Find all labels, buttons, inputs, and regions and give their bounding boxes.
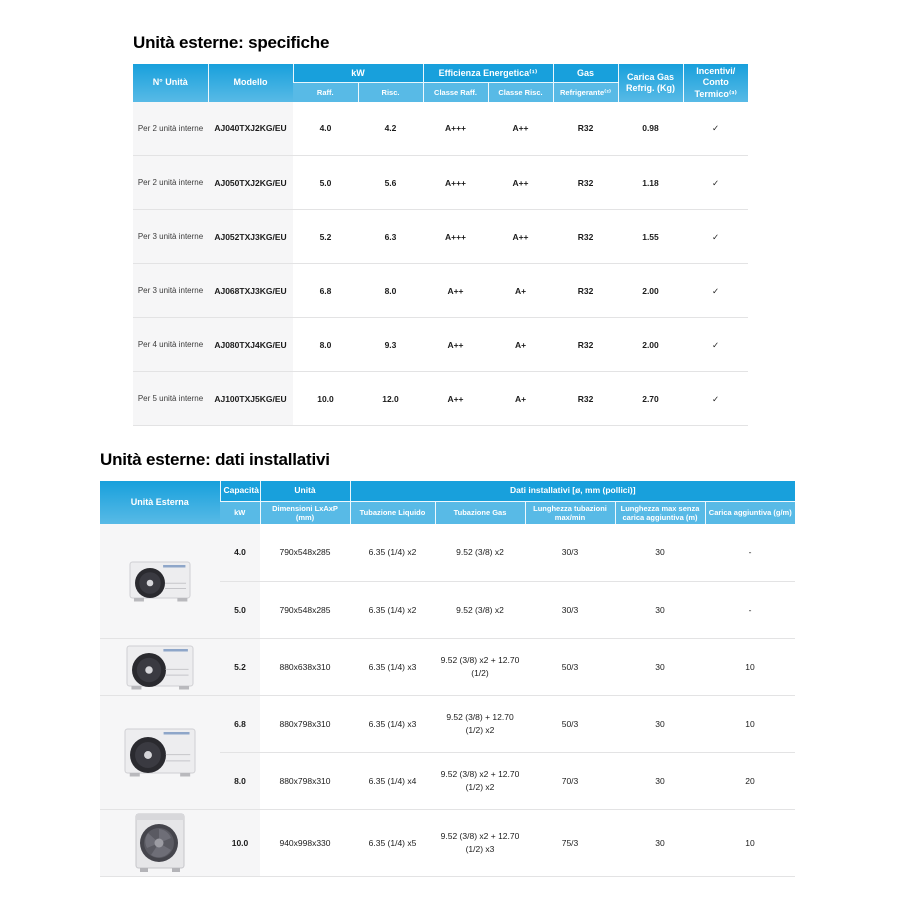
pipe-length-cell: 30/3 xyxy=(525,524,615,581)
extra-charge-cell: 10 xyxy=(705,809,795,876)
col-header-kw2: kW xyxy=(220,501,260,524)
section-dati-installativi xyxy=(100,450,795,877)
carica-gas-cell: 1.55 xyxy=(618,210,683,264)
incentivi-check-cell: ✓ xyxy=(683,372,748,426)
col-header-tubazione-gas: Tubazione Gas xyxy=(435,501,525,524)
col-header-efficienza: Efficienza Energetica⁽¹⁾ xyxy=(423,64,553,83)
outdoor-unit-image-cell xyxy=(100,638,220,695)
col-header-raff: Raff. xyxy=(293,83,358,102)
col-header-dimensioni: Dimensioni LxAxP (mm) xyxy=(260,501,350,524)
gas-cell: R32 xyxy=(553,102,618,156)
col-header-lunghezza-tubazioni: Lunghezza tubazioni max/min xyxy=(525,501,615,524)
col-header-carica-gas: Carica Gas Refrig. (Kg) xyxy=(618,64,683,102)
pipe-length-cell: 50/3 xyxy=(525,638,615,695)
col-header-refrigerante: Refrigerante⁽²⁾ xyxy=(553,83,618,102)
liquid-pipe-cell: 6.35 (1/4) x5 xyxy=(350,809,435,876)
table-row xyxy=(100,638,795,695)
classe-raff-cell: A+++ xyxy=(423,210,488,264)
incentivi-check-cell: ✓ xyxy=(683,318,748,372)
section-title-dati-installativi: Unità esterne: dati installativi xyxy=(100,450,330,469)
unit-count-cell: Per 3 unità interne xyxy=(133,210,208,264)
col-header-incentivi: Incentivi/ Conto Termico⁽³⁾ xyxy=(683,64,748,102)
classe-risc-cell: A+ xyxy=(488,372,553,426)
extra-charge-cell: 20 xyxy=(705,752,795,809)
kw-raff-cell: 6.8 xyxy=(293,264,358,318)
kw-raff-cell: 8.0 xyxy=(293,318,358,372)
pipe-length-cell: 50/3 xyxy=(525,695,615,752)
unit-count-cell: Per 3 unità interne xyxy=(133,264,208,318)
model-cell: AJ050TXJ2KG/EU xyxy=(208,156,293,210)
outdoor-unit-large-icon xyxy=(104,726,216,778)
classe-raff-cell: A+++ xyxy=(423,156,488,210)
kw-risc-cell: 9.3 xyxy=(358,318,423,372)
col-header-lunghezza-max: Lunghezza max senza carica aggiuntiva (m) xyxy=(615,501,705,524)
classe-risc-cell: A++ xyxy=(488,210,553,264)
gas-cell: R32 xyxy=(553,372,618,426)
classe-risc-cell: A++ xyxy=(488,102,553,156)
incentivi-check-cell: ✓ xyxy=(683,102,748,156)
kw-risc-cell: 12.0 xyxy=(358,372,423,426)
classe-risc-cell: A++ xyxy=(488,156,553,210)
kw-risc-cell: 8.0 xyxy=(358,264,423,318)
kw-raff-cell: 5.0 xyxy=(293,156,358,210)
install-table xyxy=(100,481,795,877)
incentivi-check-cell: ✓ xyxy=(683,264,748,318)
classe-raff-cell: A++ xyxy=(423,264,488,318)
gas-pipe-cell: 9.52 (3/8) x2 + 12.70 (1/2) x2 xyxy=(435,752,525,809)
extra-charge-cell: - xyxy=(705,524,795,581)
table-row xyxy=(100,695,795,752)
capacity-cell: 5.0 xyxy=(220,581,260,638)
gas-pipe-cell: 9.52 (3/8) x2 xyxy=(435,524,525,581)
table-row xyxy=(133,102,748,156)
carica-gas-cell: 2.00 xyxy=(618,318,683,372)
kw-raff-cell: 5.2 xyxy=(293,210,358,264)
gas-cell: R32 xyxy=(553,210,618,264)
unit-count-cell: Per 2 unità interne xyxy=(133,156,208,210)
classe-risc-cell: A+ xyxy=(488,318,553,372)
model-cell: AJ068TXJ3KG/EU xyxy=(208,264,293,318)
classe-raff-cell: A++ xyxy=(423,318,488,372)
kw-risc-cell: 5.6 xyxy=(358,156,423,210)
col-header-modello: Modello xyxy=(208,64,293,102)
table-row xyxy=(133,264,748,318)
max-length-no-charge-cell: 30 xyxy=(615,809,705,876)
capacity-cell: 5.2 xyxy=(220,638,260,695)
extra-charge-cell: 10 xyxy=(705,695,795,752)
unit-count-cell: Per 5 unità interne xyxy=(133,372,208,426)
carica-gas-cell: 0.98 xyxy=(618,102,683,156)
pipe-length-cell: 70/3 xyxy=(525,752,615,809)
max-length-no-charge-cell: 30 xyxy=(615,752,705,809)
col-header-risc: Risc. xyxy=(358,83,423,102)
install-table-body xyxy=(100,524,795,876)
liquid-pipe-cell: 6.35 (1/4) x2 xyxy=(350,581,435,638)
model-cell: AJ080TXJ4KG/EU xyxy=(208,318,293,372)
col-header-n-unita: N° Unità xyxy=(133,64,208,102)
incentivi-check-cell: ✓ xyxy=(683,156,748,210)
outdoor-unit-small-icon xyxy=(104,559,216,603)
outdoor-unit-image-cell xyxy=(100,809,220,876)
kw-risc-cell: 6.3 xyxy=(358,210,423,264)
col-header-unita-esterna: Unità Esterna xyxy=(100,481,220,524)
model-cell: AJ052TXJ3KG/EU xyxy=(208,210,293,264)
liquid-pipe-cell: 6.35 (1/4) x3 xyxy=(350,638,435,695)
capacity-cell: 4.0 xyxy=(220,524,260,581)
carica-gas-cell: 2.00 xyxy=(618,264,683,318)
pipe-length-cell: 75/3 xyxy=(525,809,615,876)
capacity-cell: 8.0 xyxy=(220,752,260,809)
col-header-kw: kW xyxy=(293,64,423,83)
pipe-length-cell: 30/3 xyxy=(525,581,615,638)
table-row xyxy=(100,809,795,876)
outdoor-unit-image-cell xyxy=(100,695,220,809)
extra-charge-cell: 10 xyxy=(705,638,795,695)
max-length-no-charge-cell: 30 xyxy=(615,581,705,638)
dimensions-cell: 790x548x285 xyxy=(260,524,350,581)
gas-pipe-cell: 9.52 (3/8) x2 xyxy=(435,581,525,638)
model-cell: AJ100TXJ5KG/EU xyxy=(208,372,293,426)
extra-charge-cell: - xyxy=(705,581,795,638)
col-header-tubazione-liquido: Tubazione Liquido xyxy=(350,501,435,524)
table-row xyxy=(100,524,795,581)
dimensions-cell: 880x638x310 xyxy=(260,638,350,695)
section-specifiche xyxy=(133,33,748,426)
incentivi-check-cell: ✓ xyxy=(683,210,748,264)
liquid-pipe-cell: 6.35 (1/4) x2 xyxy=(350,524,435,581)
liquid-pipe-cell: 6.35 (1/4) x4 xyxy=(350,752,435,809)
carica-gas-cell: 1.18 xyxy=(618,156,683,210)
dimensions-cell: 940x998x330 xyxy=(260,809,350,876)
col-header-gas: Gas xyxy=(553,64,618,83)
gas-pipe-cell: 9.52 (3/8) x2 + 12.70 (1/2) x3 xyxy=(435,809,525,876)
table-row xyxy=(133,372,748,426)
kw-risc-cell: 4.2 xyxy=(358,102,423,156)
gas-pipe-cell: 9.52 (3/8) x2 + 12.70 (1/2) xyxy=(435,638,525,695)
classe-raff-cell: A++ xyxy=(423,372,488,426)
dimensions-cell: 880x798x310 xyxy=(260,752,350,809)
capacity-cell: 6.8 xyxy=(220,695,260,752)
unit-count-cell: Per 4 unità interne xyxy=(133,318,208,372)
outdoor-unit-xlarge-icon xyxy=(104,812,216,874)
gas-cell: R32 xyxy=(553,156,618,210)
col-header-dati-installativi: Dati installativi [ø, mm (pollici)] xyxy=(350,481,795,501)
gas-cell: R32 xyxy=(553,318,618,372)
max-length-no-charge-cell: 30 xyxy=(615,524,705,581)
table-row xyxy=(133,156,748,210)
max-length-no-charge-cell: 30 xyxy=(615,695,705,752)
spec-table xyxy=(133,64,748,426)
gas-cell: R32 xyxy=(553,264,618,318)
model-cell: AJ040TXJ2KG/EU xyxy=(208,102,293,156)
classe-raff-cell: A+++ xyxy=(423,102,488,156)
section-title-specifiche: Unità esterne: specifiche xyxy=(133,33,330,52)
table-row xyxy=(133,318,748,372)
kw-raff-cell: 4.0 xyxy=(293,102,358,156)
col-header-classe-raff: Classe Raff. xyxy=(423,83,488,102)
col-header-classe-risc: Classe Risc. xyxy=(488,83,553,102)
unit-count-cell: Per 2 unità interne xyxy=(133,102,208,156)
outdoor-unit-medium-icon xyxy=(104,643,216,691)
table-row xyxy=(133,210,748,264)
classe-risc-cell: A+ xyxy=(488,264,553,318)
gas-pipe-cell: 9.52 (3/8) + 12.70 (1/2) x2 xyxy=(435,695,525,752)
capacity-cell: 10.0 xyxy=(220,809,260,876)
dimensions-cell: 790x548x285 xyxy=(260,581,350,638)
max-length-no-charge-cell: 30 xyxy=(615,638,705,695)
col-header-unita: Unità xyxy=(260,481,350,501)
dimensions-cell: 880x798x310 xyxy=(260,695,350,752)
carica-gas-cell: 2.70 xyxy=(618,372,683,426)
outdoor-unit-image-cell xyxy=(100,524,220,638)
spec-table-body xyxy=(133,102,748,426)
kw-raff-cell: 10.0 xyxy=(293,372,358,426)
col-header-carica-aggiuntiva: Carica aggiuntiva (g/m) xyxy=(705,501,795,524)
col-header-capacita: Capacità xyxy=(220,481,260,501)
liquid-pipe-cell: 6.35 (1/4) x3 xyxy=(350,695,435,752)
